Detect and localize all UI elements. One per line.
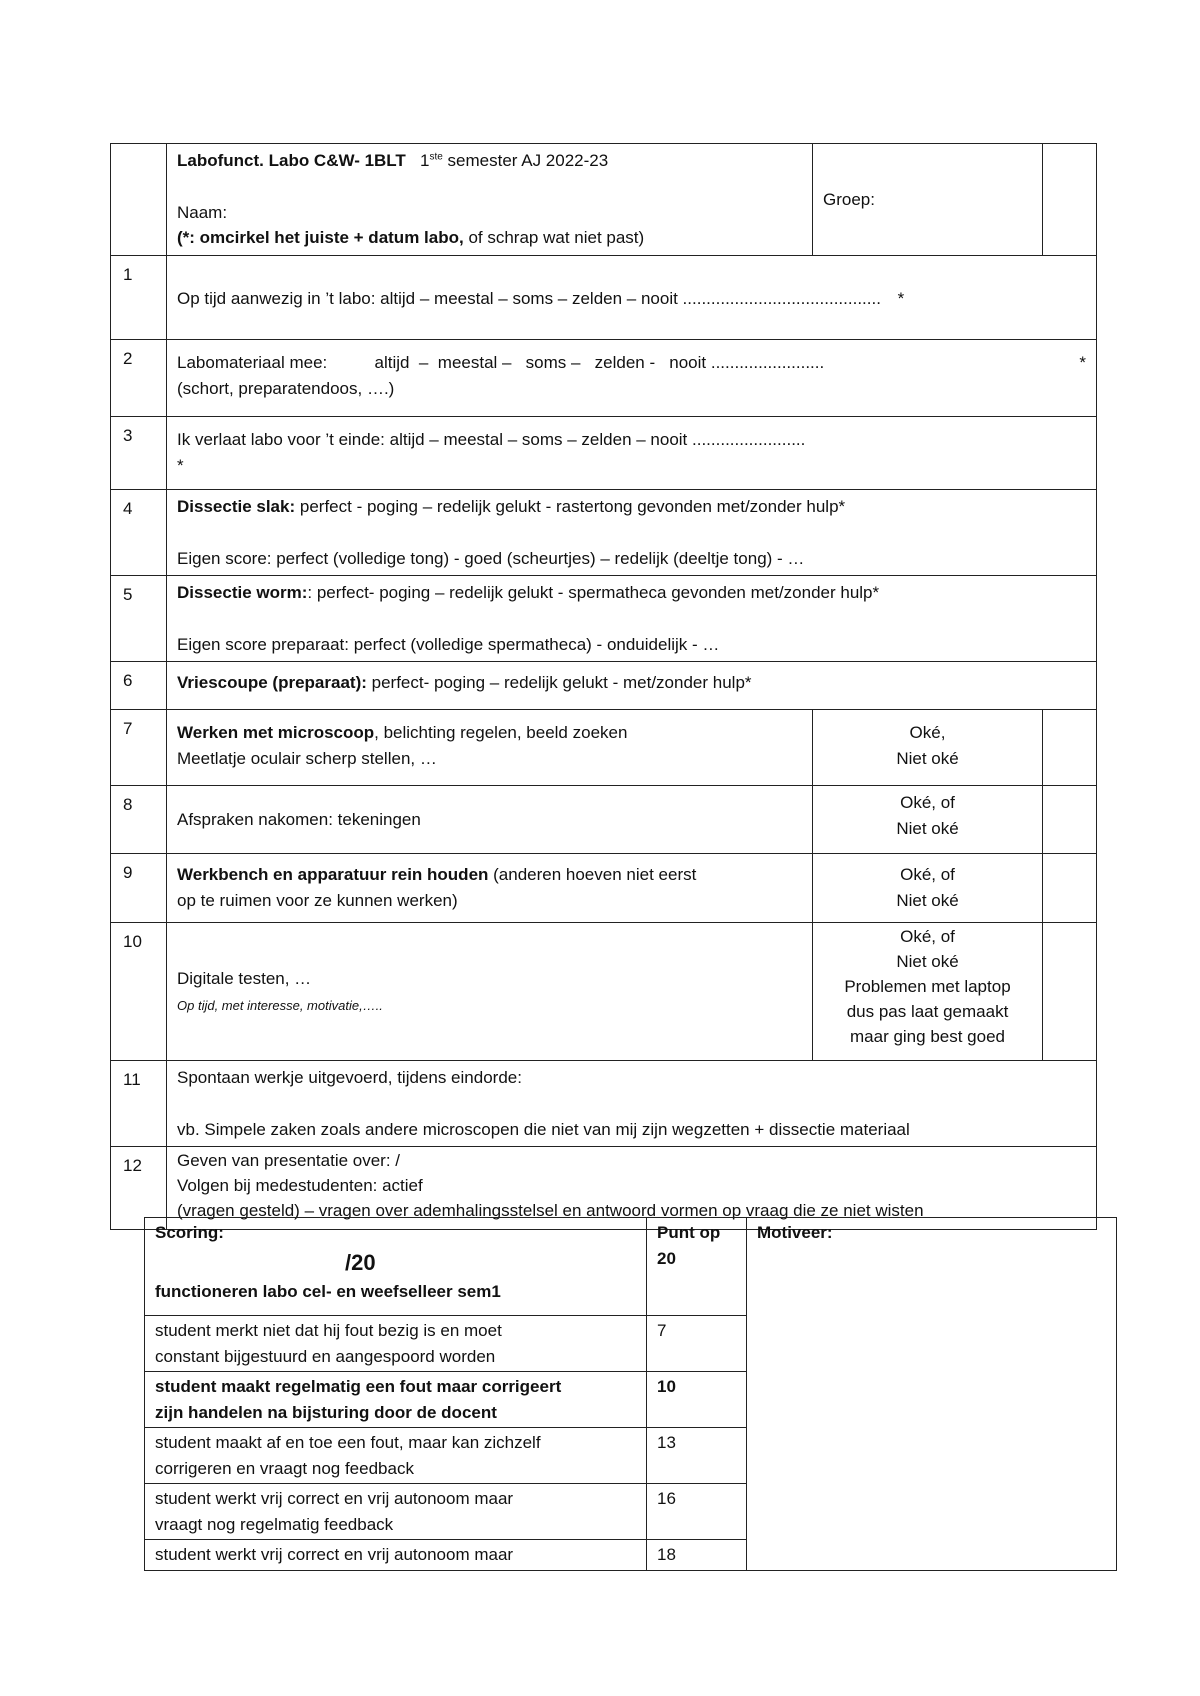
semester-sup: ste [429,151,443,163]
row-text: perfect - poging – redelijk gelukt - rastertong gevonden met/zonder hulp* [299,497,846,516]
asterisk: * [897,289,905,308]
rating-mark-cell[interactable] [1043,854,1097,923]
rating-ok: Oké, of [900,927,955,946]
group-cell[interactable] [813,144,1043,256]
row-10 [111,923,1097,1061]
row-bold-label: Werken met microscoop [177,723,375,742]
row-sub: vb. Simpele zaken zoals andere microscopen die niet van mij zijn wegzetten + dissectie materiaal [177,1119,910,1139]
rating-note: dus pas laat gemaakt [846,1002,1009,1021]
scoring-title: Scoring: [155,1223,224,1242]
row-number: 8 [111,786,167,854]
row-4 [111,490,1097,576]
row-1 [111,256,1097,340]
level-desc-line: vraagt nog regelmatig feedback [155,1514,394,1534]
row-11 [111,1061,1097,1147]
row-content [167,710,813,786]
materials-sub: (schort, preparatendoos, ….) [177,378,395,398]
group-extra-cell [1043,144,1097,256]
header-info-cell [167,144,813,256]
instruction-rest: of schrap wat niet past) [468,228,645,247]
row-text: : perfect- poging – redelijk gelukt - spermatheca gevonden met/zonder hulp* [307,583,880,602]
row-number: 4 [111,490,167,576]
row-text: Spontaan werkje uitgevoerd, tijdens eindorde: [177,1068,522,1087]
level-description [145,1428,647,1484]
row-text: (anderen hoeven niet eerst [488,865,697,884]
row-bold-label: Dissectie slak: [177,497,296,516]
rating-ok: Oké, of [900,865,955,884]
name-label: Naam: [177,202,228,222]
rating-ok: Oké, [909,723,946,742]
rating-note: maar ging best goed [850,1027,1005,1046]
level-desc-line: student werkt vrij correct en vrij autonoom maar [155,1545,514,1564]
row-text: Geven van presentatie over: / [177,1151,401,1170]
rating-mark-cell[interactable] [1043,923,1097,1061]
leave-early-text: Ik verlaat labo voor ’t einde: altijd – meestal – soms – zelden – nooit ........................ [177,430,806,449]
row-number: 10 [111,923,167,1061]
row-number: 6 [111,662,167,710]
row-number: 12 [111,1147,167,1230]
row-number: 2 [111,340,167,417]
row-2 [111,340,1097,417]
group-label: Groep: [823,189,875,209]
row-number: 3 [111,417,167,490]
row-sub: Volgen bij medestudenten: actief [177,1176,423,1195]
row-bold-label: Werkbench en apparatuur rein houden [177,865,489,884]
semester-text: semester AJ 2022-23 [447,151,609,170]
row-number: 1 [111,256,167,340]
level-desc-line: constant bijgestuurd en aangespoord worden [155,1346,496,1366]
row-content [167,256,1097,340]
row-content [167,490,1097,576]
row-sub-2: (vragen gesteld) – vragen over ademhalingsstelsel en antwoord vormen op vraag die ze niet wisten [177,1201,924,1220]
level-desc-line: zijn handelen na bijsturing door de docent [155,1402,497,1422]
scoring-header-row [145,1218,1117,1316]
row-number: 5 [111,576,167,662]
row-content [167,786,813,854]
rating-not-ok: Niet oké [896,818,959,838]
motivate-cell[interactable] [747,1218,1117,1571]
level-desc-line: corrigeren en vraagt nog feedback [155,1458,414,1478]
rating-cell[interactable] [813,923,1043,1061]
row-text: Afspraken nakomen: tekeningen [177,809,421,829]
rating-not-ok: Niet oké [896,952,959,971]
level-points: 10 [647,1372,747,1428]
course-title: Labofunct. Labo C&W- 1BLT [177,151,406,170]
row-bold-label: Dissectie worm: [177,583,308,602]
scoring-title-cell [145,1218,647,1316]
scoring-subtitle: functioneren labo cel- en weefselleer sem1 [155,1281,501,1301]
rating-note: Problemen met laptop [844,977,1011,996]
rating-ok: Oké, of [900,793,955,812]
row-text: Digitale testen, … [177,969,312,988]
level-desc-line: student merkt niet dat hij fout bezig is en moet [155,1321,502,1340]
row-9 [111,854,1097,923]
row-8 [111,786,1097,854]
row-content [167,340,1097,417]
row-number: 7 [111,710,167,786]
row-sub: Meetlatje oculair scherp stellen, … [177,748,437,768]
motivate-header: Motiveer: [757,1223,833,1242]
scoring-table [144,1217,1117,1571]
materials-text: Labomateriaal mee: altijd – meestal – soms – zelden - nooit ........................ [177,353,825,372]
row-content [167,417,1097,490]
row-text: , belichting regelen, beeld zoeken [374,723,628,742]
row-number: 11 [111,1061,167,1147]
level-desc-line: student werkt vrij correct en vrij autonoom maar [155,1489,514,1508]
rating-cell[interactable] [813,786,1043,854]
row-number: 9 [111,854,167,923]
row-bold-label: Vriescoupe (preparaat): [177,673,367,692]
level-points: 7 [647,1316,747,1372]
level-description [145,1484,647,1540]
row-7 [111,710,1097,786]
evaluation-table [110,143,1097,1230]
row-sub: Eigen score preparaat: perfect (volledige spermatheca) - onduidelijk - … [177,634,720,654]
scoring-score: /20 [345,1249,376,1275]
level-points: 13 [647,1428,747,1484]
rating-not-ok: Niet oké [896,890,959,910]
level-desc-line: student maakt regelmatig een fout maar corrigeert [155,1377,562,1396]
row-text: perfect- poging – redelijk gelukt - met/zonder hulp* [371,673,752,692]
header-num-cell [111,144,167,256]
asterisk: * [177,455,184,475]
row-5 [111,576,1097,662]
rating-cell[interactable] [813,854,1043,923]
attendance-text: Op tijd aanwezig in ’t labo: altijd – meestal – soms – zelden – nooit .......................................... [177,289,881,308]
rating-cell[interactable] [813,710,1043,786]
row-3 [111,417,1097,490]
row-italic-note: Op tijd, met interesse, motivatie,….. [177,997,383,1013]
header-row [111,144,1097,256]
level-description [145,1540,647,1571]
rating-mark-cell[interactable] [1043,710,1097,786]
row-content [167,923,813,1061]
row-sub: op te ruimen voor ze kunnen werken) [177,890,458,910]
level-points: 18 [647,1540,747,1571]
row-sub: Eigen score: perfect (volledige tong) - goed (scheurtjes) – redelijk (deeltje tong) - … [177,548,805,568]
row-content [167,576,1097,662]
row-content [167,1061,1097,1147]
rating-not-ok: Niet oké [896,748,959,768]
asterisk: * [1079,353,1086,372]
points-header: Punt op 20 [647,1218,747,1316]
level-description [145,1316,647,1372]
instruction-bold: (*: omcirkel het juiste + datum labo, [177,228,464,247]
level-description [145,1372,647,1428]
level-points: 16 [647,1484,747,1540]
row-6 [111,662,1097,710]
level-desc-line: student maakt af en toe een fout, maar kan zichzelf [155,1433,541,1452]
row-content [167,662,1097,710]
rating-mark-cell[interactable] [1043,786,1097,854]
semester-number: 1 [419,151,430,170]
row-content [167,854,813,923]
